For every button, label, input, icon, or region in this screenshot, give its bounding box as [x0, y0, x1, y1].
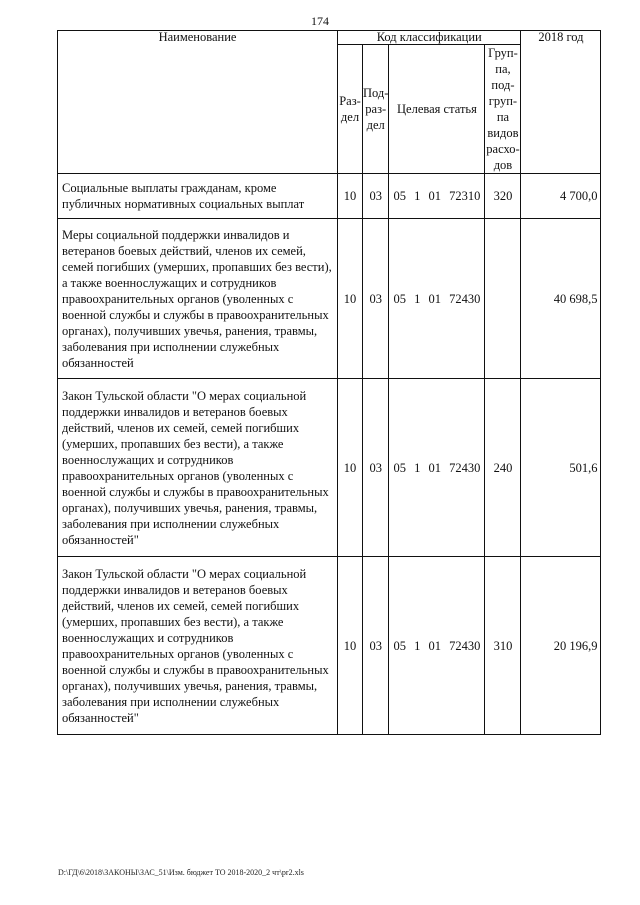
- row-razdel: 10: [338, 379, 363, 557]
- row-group: 310: [485, 557, 521, 735]
- row-target: [389, 174, 485, 219]
- header-target: Целевая статья: [389, 45, 485, 174]
- target-subprogram: 1: [414, 460, 421, 475]
- row-group: 320: [485, 174, 521, 219]
- target-direction: 72430: [449, 638, 481, 653]
- row-target: [389, 557, 485, 735]
- header-group: Груп- па, под- груп- па видов расхо- дов: [486, 46, 520, 172]
- row-name: Социальные выплаты гражданам, кроме публичных нормативных социальных выплат: [58, 174, 338, 219]
- row-target: [389, 379, 485, 557]
- row-podrazdel: 03: [363, 174, 389, 219]
- row-group: [485, 219, 521, 379]
- row-name: Закон Тульской области "О мерах социальной поддержки инвалидов и ветеранов боевых действий, членов их семей, семей погибших (умерших, пропавших без вести), а также военнослужащих и сотрудников правоохранительных органов (уволенных с военной службы и службы в правоохранительных органах), получивших увечья, ранения, травмы, заболевания при исполнении служебных обязанностей": [58, 557, 338, 735]
- row-podrazdel: 03: [363, 379, 389, 557]
- header-razdel: Раз- дел: [338, 45, 363, 174]
- target-program: 05: [393, 460, 406, 475]
- row-name: Закон Тульской области "О мерах социальной поддержки инвалидов и ветеранов боевых действий, членов их семей, семей погибших (умерших, пропавших без вести), а также военнослужащих и сотрудников правоохранительных органов (уволенных с военной службы и службы в правоохранительных органах), получивших увечья, ранения, травмы, заболевания при исполнении служебных обязанностей": [58, 379, 338, 557]
- row-name: Меры социальной поддержки инвалидов и ветеранов боевых действий, членов их семей, семей погибших (умерших, пропавших без вести), а также военнослужащих и сотрудников правоохранительных органов (уволенных с военной службы и службы в правоохранительных органах), получивших увечья, ранения, травмы, заболевания при исполнении служебных обязанностей: [58, 219, 338, 379]
- target-subprogram: 1: [414, 638, 421, 653]
- target-event: 01: [428, 189, 442, 203]
- target-event: 01: [428, 291, 442, 306]
- table-row: [58, 174, 601, 219]
- header-year: 2018 год: [521, 31, 601, 174]
- file-path-footer: D:\ГД\6\2018\ЗАКОНЫ\ЗАС_51\Изм. бюджет ТО 2018-2020_2 чт\pr2.xls: [58, 868, 304, 877]
- row-podrazdel: 03: [363, 557, 389, 735]
- table-row: [58, 557, 601, 735]
- row-amount: 501,6: [521, 379, 601, 557]
- table-row: [58, 379, 601, 557]
- header-code-group: Код классификации: [338, 31, 521, 45]
- header-name: Наименование: [58, 31, 338, 174]
- target-program: 05: [393, 291, 406, 306]
- row-razdel: 10: [338, 219, 363, 379]
- row-razdel: 10: [338, 557, 363, 735]
- target-event: 01: [428, 460, 442, 475]
- row-group: 240: [485, 379, 521, 557]
- target-program: 05: [393, 638, 406, 653]
- row-razdel: 10: [338, 174, 363, 219]
- target-direction: 72310: [449, 189, 481, 203]
- target-subprogram: 1: [414, 189, 421, 203]
- target-event: 01: [428, 638, 442, 653]
- target-direction: 72430: [449, 291, 481, 306]
- row-amount: 40 698,5: [521, 219, 601, 379]
- table-row: [58, 219, 601, 379]
- budget-table: [57, 30, 601, 735]
- row-target: [389, 219, 485, 379]
- header-podrazdel: Под- раз- дел: [363, 45, 389, 174]
- table-header-row: [58, 31, 601, 45]
- target-subprogram: 1: [414, 291, 421, 306]
- target-direction: 72430: [449, 460, 481, 475]
- target-program: 05: [393, 189, 406, 203]
- row-podrazdel: 03: [363, 219, 389, 379]
- row-amount: 4 700,0: [521, 174, 601, 219]
- row-amount: 20 196,9: [521, 557, 601, 735]
- page-number: 174: [311, 14, 329, 28]
